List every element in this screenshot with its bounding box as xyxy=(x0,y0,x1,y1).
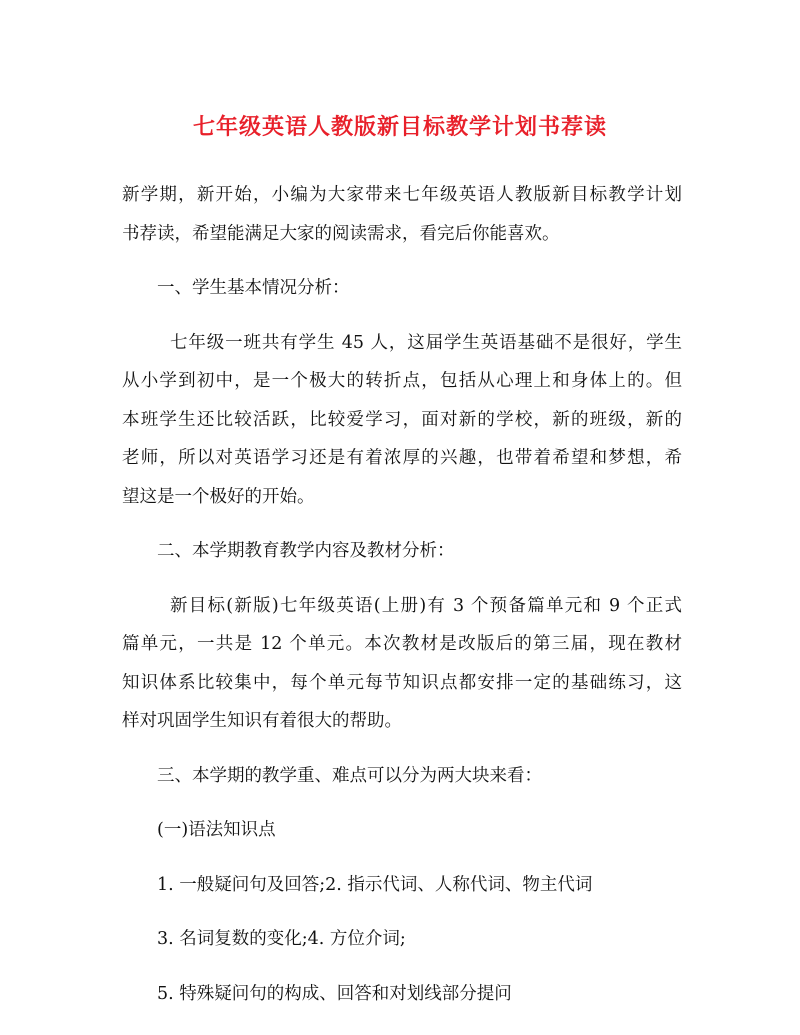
section2-paragraph xyxy=(122,587,682,741)
list-item: 3. 名词复数的变化;4. 方位介词; xyxy=(157,929,406,949)
paragraph-line: 老师，所以对英语学习还是有着浓厚的兴趣，也带着希望和梦想，希 xyxy=(122,448,682,468)
list-item-3 xyxy=(122,975,682,1014)
paragraph-line: 新目标(新版)七年级英语(上册)有 3 个预备篇单元和 9 个正式 xyxy=(170,595,682,616)
section-heading-1 xyxy=(122,269,682,308)
section1-paragraph xyxy=(122,324,682,517)
paragraph-line: 从小学到初中，是一个极大的转折点，包括从心理上和身体上的。但 xyxy=(122,371,682,391)
section-heading-3 xyxy=(122,757,682,796)
list-item-2 xyxy=(122,920,682,959)
section-heading-2 xyxy=(122,532,682,571)
intro-paragraph xyxy=(122,176,682,253)
paragraph-line: 知识体系比较集中，每个单元每节知识点都安排一定的基础练习，这 xyxy=(122,672,682,693)
section3-subheading xyxy=(122,811,682,850)
document-title: 七年级英语人教版新目标教学计划书荐读 xyxy=(192,114,607,140)
list-item-1 xyxy=(122,866,682,905)
paragraph-line: 望这是一个极好的开始。 xyxy=(122,486,315,507)
document-body xyxy=(122,176,682,1013)
paragraph-line: 本班学生还比较活跃，比较爱学习，面对新的学校，新的班级，新的 xyxy=(122,409,682,430)
paragraph-line: 七年级一班共有学生 45 人，这届学生英语基础不是很好，学生 xyxy=(170,332,682,353)
section-heading: 二、本学期教育教学内容及教材分析： xyxy=(157,541,455,561)
list-item: 5. 特殊疑问句的构成、回答和对划线部分提问 xyxy=(157,983,512,1004)
section-heading: 一、学生基本情况分析： xyxy=(157,278,350,298)
list-item: 1. 一般疑问句及回答;2. 指示代词、人称代词、物主代词 xyxy=(157,874,593,895)
paragraph-line: 新学期，新开始，小编为大家带来七年级英语人教版新目标教学计划 xyxy=(122,185,682,205)
paragraph-line: 篇单元，一共是 12 个单元。本次教材是改版后的第三届，现在教材 xyxy=(122,634,682,654)
subheading: (一)语法知识点 xyxy=(157,820,276,840)
paragraph-line: 书荐读，希望能满足大家的阅读需求，看完后你能喜欢。 xyxy=(122,223,560,244)
paragraph-line: 样对巩固学生知识有着很大的帮助。 xyxy=(122,711,402,731)
section-heading: 三、本学期的教学重、难点可以分为两大块来看： xyxy=(157,765,542,786)
